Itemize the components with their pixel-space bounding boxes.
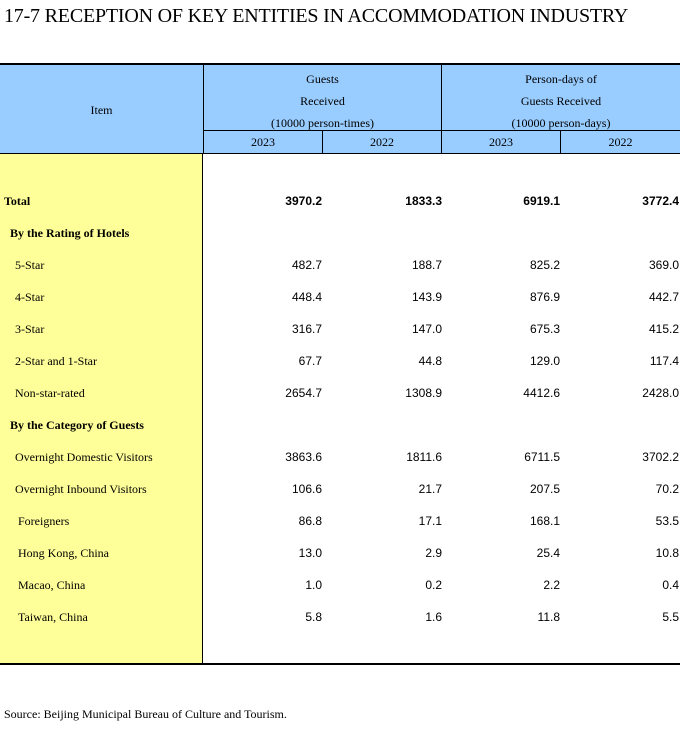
person-days-header	[442, 68, 680, 134]
row-label: Overnight Inbound Visitors	[15, 482, 147, 496]
table-row	[0, 578, 680, 598]
row-value: 129.0	[529, 354, 560, 368]
row-value: 70.2	[655, 482, 679, 496]
table-row	[0, 354, 680, 374]
row-value: 0.4	[662, 578, 679, 592]
source-note: Source: Beijing Municipal Bureau of Culture and Tourism.	[4, 707, 287, 721]
row-label: 5-Star	[15, 258, 45, 272]
row-value: 825.2	[529, 258, 560, 272]
person-days-header-unit: (10000 person-days)	[511, 116, 611, 130]
row-value: 5.5	[662, 610, 679, 624]
table-title: 17-7 RECEPTION OF KEY ENTITIES IN ACCOMMODATION INDUSTRY	[4, 5, 629, 27]
table-row	[0, 194, 680, 214]
guests-header-line2: Received	[300, 94, 345, 108]
row-value: 1.0	[305, 578, 322, 592]
data-table	[0, 63, 680, 665]
table-row	[0, 322, 680, 342]
table-body	[0, 154, 680, 665]
guests-header-line1: Guests	[306, 72, 339, 86]
row-value: 2654.7	[285, 386, 322, 400]
row-value: 876.9	[529, 290, 560, 304]
row-value: 143.9	[411, 290, 442, 304]
row-value: 25.4	[536, 546, 560, 560]
row-value: 5.8	[305, 610, 322, 624]
row-value: 2.2	[543, 578, 560, 592]
row-label: Total	[4, 194, 31, 208]
year-header: 2023	[251, 135, 275, 149]
row-value: 53.5	[655, 514, 679, 528]
table-row	[0, 482, 680, 502]
row-value: 2428.0	[642, 386, 679, 400]
row-value: 3772.4	[642, 194, 679, 208]
row-value: 11.8	[537, 610, 560, 624]
row-value: 67.7	[298, 354, 322, 368]
row-value: 1.6	[425, 610, 442, 624]
row-label: Hong Kong, China	[18, 546, 109, 560]
row-value: 147.0	[411, 322, 442, 336]
table-row	[0, 418, 680, 438]
row-value: 316.7	[291, 322, 322, 336]
row-value: 86.8	[298, 514, 322, 528]
table-row	[0, 258, 680, 278]
row-label: Non-star-rated	[15, 386, 85, 400]
row-value: 1308.9	[405, 386, 442, 400]
row-value: 369.0	[648, 258, 679, 272]
row-value: 117.4	[649, 354, 679, 368]
guests-received-header	[204, 68, 441, 134]
row-value: 6919.1	[523, 194, 560, 208]
row-value: 482.7	[291, 258, 322, 272]
row-value: 448.4	[291, 290, 322, 304]
table-row	[0, 610, 680, 630]
table-row	[0, 546, 680, 566]
row-value: 415.2	[648, 322, 679, 336]
table-header	[0, 63, 680, 154]
year-header: 2023	[489, 135, 513, 149]
row-value: 188.7	[411, 258, 442, 272]
row-value: 1811.6	[406, 450, 442, 464]
row-value: 17.1	[418, 514, 442, 528]
row-value: 106.6	[291, 482, 322, 496]
row-label: Taiwan, China	[18, 610, 88, 624]
row-value: 3863.6	[285, 450, 322, 464]
year-header: 2022	[370, 135, 394, 149]
table-row	[0, 450, 680, 470]
row-value: 6711.5	[524, 450, 560, 464]
row-label: Foreigners	[18, 514, 70, 528]
row-value: 10.8	[655, 546, 679, 560]
table-row	[0, 290, 680, 310]
row-value: 3702.2	[642, 450, 679, 464]
row-label: 3-Star	[15, 322, 45, 336]
row-value: 1833.3	[405, 194, 442, 208]
row-value: 675.3	[529, 322, 560, 336]
row-value: 4412.6	[523, 386, 560, 400]
row-value: 13.0	[298, 546, 322, 560]
row-value: 44.8	[418, 354, 442, 368]
guests-header-unit: (10000 person-times)	[271, 116, 374, 130]
row-label: Overnight Domestic Visitors	[15, 450, 153, 464]
year-header: 2022	[608, 135, 633, 149]
table-row	[0, 514, 680, 534]
row-value: 0.2	[425, 578, 442, 592]
row-value: 207.5	[529, 482, 560, 496]
row-value: 168.1	[529, 514, 560, 528]
row-label: By the Category of Guests	[10, 418, 144, 432]
table-row	[0, 386, 680, 406]
row-label: Macao, China	[18, 578, 86, 592]
person-days-header-line1: Person-days of	[525, 72, 597, 86]
item-header: Item	[90, 103, 113, 117]
person-days-header-line2: Guests Received	[520, 94, 602, 108]
row-label: 2-Star and 1-Star	[15, 354, 97, 368]
row-value: 442.7	[648, 290, 679, 304]
row-value: 2.9	[425, 546, 442, 560]
row-label: By the Rating of Hotels	[10, 226, 130, 240]
table-row	[0, 226, 680, 246]
row-value: 3970.2	[285, 194, 322, 208]
row-label: 4-Star	[15, 290, 45, 304]
row-value: 21.7	[418, 482, 442, 496]
